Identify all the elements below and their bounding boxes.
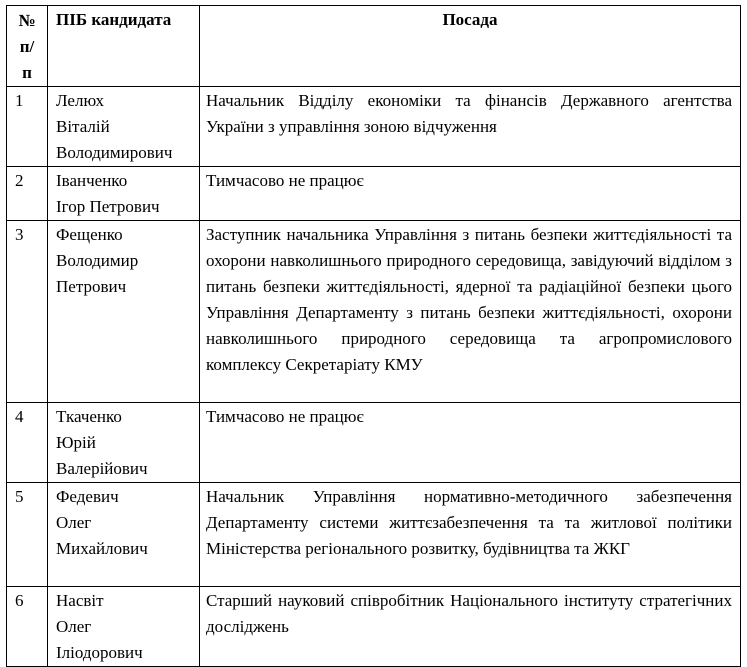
name-line: Віталій (56, 117, 110, 136)
candidate-name (48, 483, 200, 587)
candidate-position: Тимчасово не працює (200, 167, 741, 221)
candidate-position: Начальник Управління нормативно-методичного забезпечення Департаменту системи життєзабезпечення та та житлової політики Міністерства регіонального розвитку, будівництва та ЖКГ (200, 483, 741, 587)
candidate-name (48, 87, 200, 167)
header-number-line: п/ (19, 37, 35, 56)
name-line: Лелюх (56, 91, 104, 110)
table-row (7, 587, 741, 667)
header-number-line: № (18, 11, 36, 30)
table-row (7, 87, 741, 167)
table-row (7, 221, 741, 403)
name-line: Володимирович (56, 143, 173, 162)
header-row (7, 6, 741, 87)
table-row (7, 167, 741, 221)
candidates-table (6, 5, 741, 667)
row-number: 4 (7, 403, 48, 483)
candidate-position: Тимчасово не працює (200, 403, 741, 483)
name-line: Ігор Петрович (56, 197, 160, 216)
name-line: Володимир (56, 251, 139, 270)
name-line: Олег (56, 617, 92, 636)
row-number: 5 (7, 483, 48, 587)
name-line: Юрій (56, 433, 96, 452)
table-row (7, 403, 741, 483)
header-number (7, 6, 48, 87)
row-number: 2 (7, 167, 48, 221)
name-line: Ткаченко (56, 407, 122, 426)
candidate-name (48, 403, 200, 483)
row-number: 3 (7, 221, 48, 403)
candidate-name (48, 167, 200, 221)
table-row (7, 483, 741, 587)
row-number: 6 (7, 587, 48, 667)
candidate-name (48, 587, 200, 667)
name-line: Фещенко (56, 225, 123, 244)
name-line: Валерійович (56, 459, 148, 478)
candidate-position: Заступник начальника Управління з питань безпеки життєдіяльності та охорони навколишнього природного середовища, завідуючий відділом з питань безпеки життєдіяльності, ядерної та радіаційної безпеки цього Управління Департаменту з питань безпеки життєдіяльності, охорони навколишнього природного середовища та агропромислового комплексу Секретаріату КМУ (200, 221, 741, 403)
header-position: Посада (200, 6, 741, 87)
header-number-line: п (22, 63, 32, 82)
name-line: Олег (56, 513, 92, 532)
name-line: Михайлович (56, 539, 148, 558)
header-candidate-name: ПІБ кандидата (48, 6, 200, 87)
candidate-position: Старший науковий співробітник Національного інституту стратегічних досліджень (200, 587, 741, 667)
candidate-name (48, 221, 200, 403)
name-line: Федевич (56, 487, 119, 506)
row-number: 1 (7, 87, 48, 167)
candidate-position: Начальник Відділу економіки та фінансів Державного агентства України з управління зоною відчуження (200, 87, 741, 167)
name-line: Іванченко (56, 171, 128, 190)
name-line: Петрович (56, 277, 127, 296)
name-line: Іліодорович (56, 643, 143, 662)
name-line: Насвіт (56, 591, 104, 610)
